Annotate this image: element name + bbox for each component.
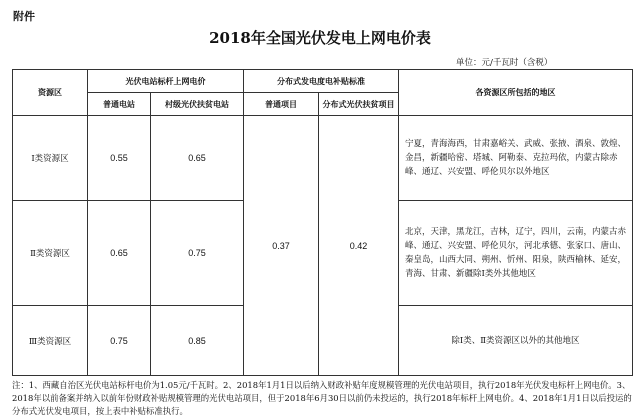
- regions-cell: 除Ⅰ类、Ⅱ类资源区以外的其他地区: [399, 306, 633, 376]
- annex-label: 附件: [13, 10, 35, 23]
- header-row-1: [13, 70, 633, 93]
- zone-cell: Ⅱ类资源区: [13, 201, 88, 306]
- normal-price-cell: 0.65: [88, 201, 151, 306]
- table-row: [13, 116, 633, 201]
- footnotes: 注：1、西藏自治区光伏电站标杆电价为1.05元/千瓦时。2、2018年1月1日以后纳入财政补贴年度规模管理的光伏电站项目，执行2018年光伏发电标杆上网电价。3、2018年以前备案并纳入以前年份财政补贴规模管理的光伏电站项目，但于2018年6月30日以前仍未投运的，执行2018年标杆上网电价。4、2018年1月1日以后投运的分布式光伏发电项目，按上表中补贴标准执行。: [12, 380, 632, 416]
- header-benchmark: 光伏电站标杆上网电价: [88, 70, 244, 93]
- village-price-cell: 0.75: [151, 201, 244, 306]
- header-benchmark-village: 村级光伏扶贫电站: [151, 93, 244, 116]
- village-price-cell: 0.85: [151, 306, 244, 376]
- distributed-poverty-cell: 0.42: [319, 116, 399, 376]
- regions-cell: 北京，天津，黑龙江，吉林，辽宁，四川，云南，内蒙古赤峰、通辽、兴安盟、呼伦贝尔，河北承德、张家口、唐山、秦皇岛，山西大同、朔州、忻州、阳泉，陕西榆林、延安，青海、甘肃、新疆除Ⅰ类外其他地区: [399, 201, 633, 306]
- price-table: [12, 69, 633, 376]
- table-title: 2018年全国光伏发电上网电价表: [209, 29, 431, 47]
- header-distributed-normal: 普通项目: [244, 93, 319, 116]
- unit-note: 单位：元/千瓦时（含税）: [456, 58, 553, 68]
- village-price-cell: 0.65: [151, 116, 244, 201]
- header-resource-zone: 资源区: [13, 70, 88, 116]
- header-distributed: 分布式发电度电补贴标准: [244, 70, 399, 93]
- header-distributed-poverty: 分布式光伏扶贫项目: [319, 93, 399, 116]
- zone-cell: Ⅰ类资源区: [13, 116, 88, 201]
- header-regions: 各资源区所包括的地区: [399, 70, 633, 116]
- zone-cell: Ⅲ类资源区: [13, 306, 88, 376]
- regions-cell: 宁夏，青海海西，甘肃嘉峪关、武威、张掖、酒泉、敦煌、金昌，新疆哈密、塔城、阿勒泰、克拉玛依，内蒙古除赤峰、通辽、兴安盟、呼伦贝尔以外地区: [399, 116, 633, 201]
- normal-price-cell: 0.75: [88, 306, 151, 376]
- distributed-normal-cell: 0.37: [244, 116, 319, 376]
- header-benchmark-normal: 普通电站: [88, 93, 151, 116]
- normal-price-cell: 0.55: [88, 116, 151, 201]
